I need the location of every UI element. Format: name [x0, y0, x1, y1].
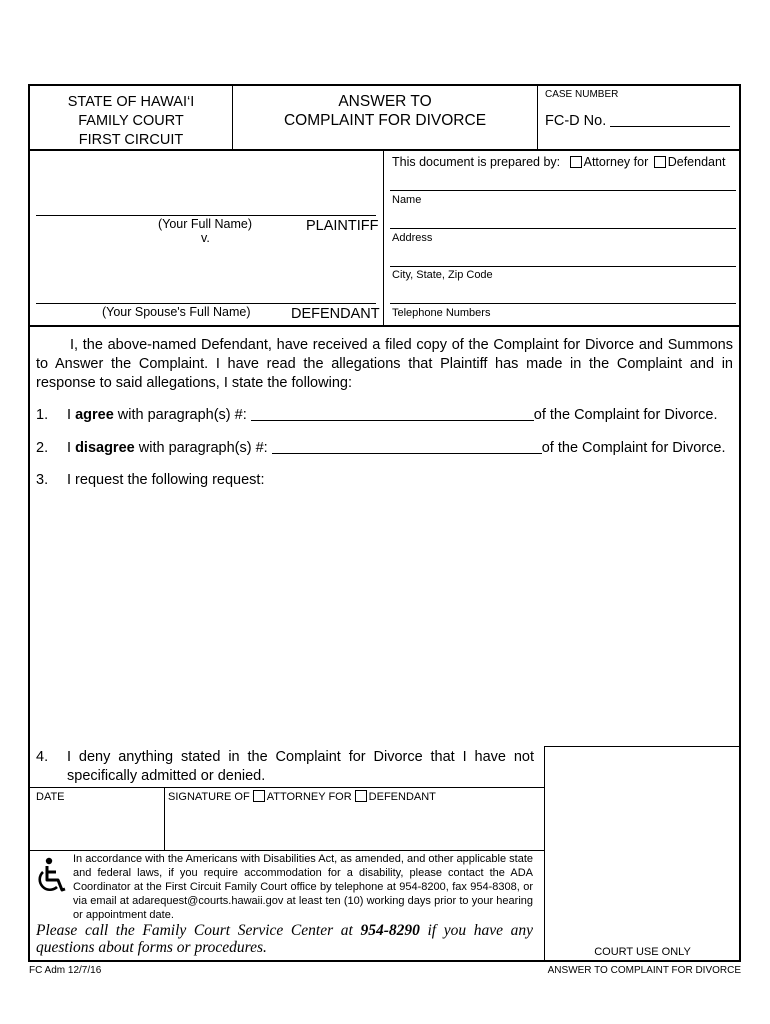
parties-bottom-rule — [29, 325, 740, 327]
item2-tail: of the Complaint for Divorce. — [541, 440, 726, 456]
agree-paragraphs-input[interactable] — [251, 406, 534, 421]
phone-label: Telephone Numbers — [392, 307, 491, 319]
court-line-state: STATE OF HAWAI‘I — [67, 94, 195, 110]
item-agree — [36, 406, 741, 423]
item2-disagree: disagree — [75, 440, 135, 456]
header-divider-2 — [537, 85, 538, 150]
plaintiff-name-line[interactable] — [36, 215, 376, 216]
intro-paragraph: I, the above-named Defendant, have received a filed copy of the Complaint for Divorce and Summons to Answer the Complaint. I have read the allegations that Plaintiff has made in the Complaint and in response to said allegations, I state the following: — [36, 337, 733, 391]
prepared-by-label: This document is prepared by: — [392, 155, 561, 169]
disagree-paragraphs-input[interactable] — [272, 439, 542, 454]
item1-pre: I — [67, 407, 72, 423]
name-line[interactable] — [390, 190, 736, 191]
item1-tail: of the Complaint for Divorce. — [533, 407, 718, 423]
signature-of-label: SIGNATURE OF — [168, 791, 250, 803]
court-use-left-border — [544, 746, 545, 961]
phone-line[interactable] — [390, 303, 736, 304]
case-prefix: FC-D No. — [545, 113, 607, 129]
prepared-by-row — [392, 155, 725, 169]
item-request — [36, 472, 264, 488]
case-number-input[interactable] — [610, 112, 730, 127]
attorney-for-label: Attorney for — [583, 155, 649, 169]
wheelchair-accessibility-icon — [32, 857, 68, 895]
document-title — [233, 92, 537, 130]
court-line-circuit: FIRST CIRCUIT — [78, 132, 184, 148]
signature-field[interactable] — [166, 805, 543, 849]
court-use-only: COURT USE ONLY — [594, 946, 691, 958]
item2-post: with paragraph(s) #: — [138, 440, 268, 456]
call-number: 954-8290 — [360, 922, 420, 939]
case-number-label: CASE NUMBER — [545, 89, 619, 100]
defendant-checkbox[interactable] — [654, 156, 666, 168]
sig-defendant-checkbox[interactable] — [355, 790, 367, 802]
item-disagree — [36, 439, 741, 456]
service-center-notice — [36, 922, 533, 956]
signature-divider — [164, 787, 165, 850]
address-line[interactable] — [390, 228, 736, 229]
court-line-family: FAMILY COURT — [78, 113, 184, 129]
item1-post: with paragraph(s) #: — [117, 407, 247, 423]
sig-attorney-label: ATTORNEY FOR — [266, 791, 352, 803]
item-deny — [36, 748, 534, 786]
defendant-name-line[interactable] — [36, 303, 376, 304]
call-pre: Please call the Family Court Service Center at — [36, 922, 353, 939]
footer-title: ANSWER TO COMPLAINT FOR DIVORCE — [547, 965, 741, 976]
title-line-1: ANSWER TO — [338, 93, 432, 110]
court-use-top-border — [544, 746, 740, 747]
city-line[interactable] — [390, 266, 736, 267]
form-code: FC Adm 12/7/16 — [29, 965, 102, 976]
item3-number: 3. — [36, 472, 49, 488]
call-post: if you have any questions about forms or procedures. — [36, 922, 533, 956]
plaintiff-label: PLAINTIFF — [306, 218, 379, 234]
date-field[interactable] — [30, 805, 163, 849]
request-text-area[interactable] — [66, 492, 734, 742]
item2-number: 2. — [36, 440, 49, 456]
signature-top-rule — [29, 787, 544, 788]
address-label: Address — [392, 232, 433, 244]
item2-pre: I — [67, 440, 72, 456]
signature-bottom-rule — [29, 850, 544, 851]
item1-agree: agree — [75, 407, 114, 423]
item4-text: I deny anything stated in the Complaint for Divorce that I have not specifically admitted or denied. — [67, 749, 534, 784]
item4-number: 4. — [36, 749, 49, 765]
your-full-name-label: (Your Full Name) — [158, 217, 253, 231]
spouse-full-name-label: (Your Spouse's Full Name) — [102, 305, 251, 319]
sig-attorney-checkbox[interactable] — [253, 790, 265, 802]
court-name — [30, 93, 232, 150]
item3-text: I request the following request: — [67, 472, 265, 488]
versus-label: v. — [201, 231, 210, 245]
signature-label-row — [168, 790, 436, 803]
defendant-label: DEFENDANT — [291, 306, 380, 322]
name-label: Name — [392, 194, 422, 206]
item1-number: 1. — [36, 407, 49, 423]
title-line-2: COMPLAINT FOR DIVORCE — [283, 112, 487, 129]
parties-divider — [383, 150, 384, 326]
case-number-field — [545, 112, 730, 129]
attorney-checkbox[interactable] — [570, 156, 582, 168]
date-label: DATE — [36, 791, 65, 803]
defendant-check-label: Defendant — [667, 155, 726, 169]
city-label: City, State, Zip Code — [392, 269, 493, 281]
ada-notice: In accordance with the Americans with Disabilities Act, as amended, and other applicable state and federal laws, if you require accommodation for a disability, please contact the ADA Coordinator at the First Circuit Family Court office by telephone at 954-8200, fax 954-8308, or via email at adarequest@courts.hawaii.gov at least ten (10) working days prior to your hearing or appointment date. — [73, 853, 533, 921]
sig-defendant-label: DEFENDANT — [368, 791, 436, 803]
